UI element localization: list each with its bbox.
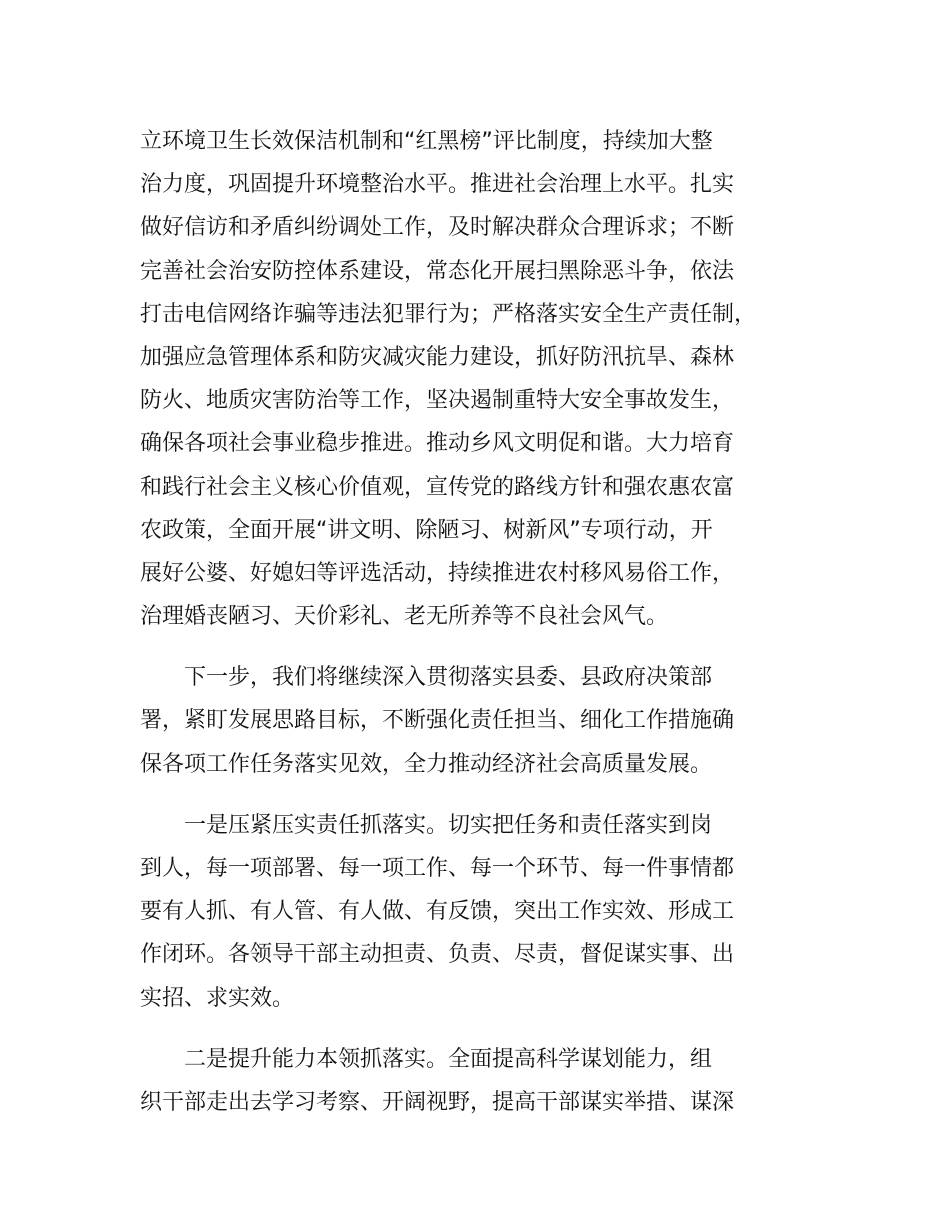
text-line: 二是提升能力本领抓落实。全面提高科学谋划能力，组 <box>140 1046 713 1072</box>
paragraph-spacer <box>140 786 840 804</box>
paragraph-4 <box>140 1038 840 1124</box>
paragraph-2 <box>140 656 840 786</box>
text-line: 展好公婆、好媳妇等评选活动，持续推进农村移风易俗工作， <box>140 560 735 586</box>
text-line: 一是压紧压实责任抓落实。切实把任务和责任落实到岗 <box>140 812 713 838</box>
text-line: 治理婚丧陋习、天价彩礼、老无所养等不良社会风气。 <box>140 604 669 630</box>
paragraph-spacer <box>140 1020 840 1038</box>
text-line: 加强应急管理体系和防灾减灾能力建设，抓好防汛抗旱、森林 <box>140 344 735 370</box>
text-line: 和践行社会主义核心价值观，宣传党的路线方针和强农惠农富 <box>140 474 735 500</box>
text-line: 署，紧盯发展思路目标，不断强化责任担当、细化工作措施确 <box>140 708 735 734</box>
text-line: 保各项工作任务落实见效，全力推动经济社会高质量发展。 <box>140 751 713 777</box>
text-line: 作闭环。各领导干部主动担责、负责、尽责，督促谋实事、出 <box>140 942 735 968</box>
text-line: 农政策，全面开展“讲文明、除陋习、树新风”专项行动，开 <box>140 517 713 543</box>
text-line: 做好信访和矛盾纠纷调处工作，及时解决群众合理诉求；不断 <box>140 215 735 241</box>
text-line: 打击电信网络诈骗等违法犯罪行为；严格落实安全生产责任制， <box>140 301 757 327</box>
text-line: 下一步，我们将继续深入贯彻落实县委、县政府决策部 <box>140 665 713 691</box>
paragraph-1 <box>140 120 840 638</box>
paragraph-spacer <box>140 638 840 656</box>
paragraph-3 <box>140 804 840 1020</box>
text-line: 完善社会治安防控体系建设，常态化开展扫黑除恶斗争，依法 <box>140 258 735 284</box>
text-line: 治力度，巩固提升环境整治水平。推进社会治理上水平。扎实 <box>140 172 735 198</box>
text-line: 确保各项社会事业稳步推进。推动乡风文明促和谐。大力培育 <box>140 431 735 457</box>
text-line: 要有人抓、有人管、有人做、有反馈，突出工作实效、形成工 <box>140 899 735 925</box>
document-body <box>140 120 840 1124</box>
text-line: 实招、求实效。 <box>140 985 295 1011</box>
text-line: 织干部走出去学习考察、开阔视野，提高干部谋实举措、谋深 <box>140 1089 735 1115</box>
text-line: 到人，每一项部署、每一项工作、每一个环节、每一件事情都 <box>140 856 735 881</box>
text-line: 立环境卫生长效保洁机制和“红黑榜”评比制度，持续加大整 <box>140 129 713 154</box>
text-line: 防火、地质灾害防治等工作，坚决遏制重特大安全事故发生， <box>140 388 735 414</box>
